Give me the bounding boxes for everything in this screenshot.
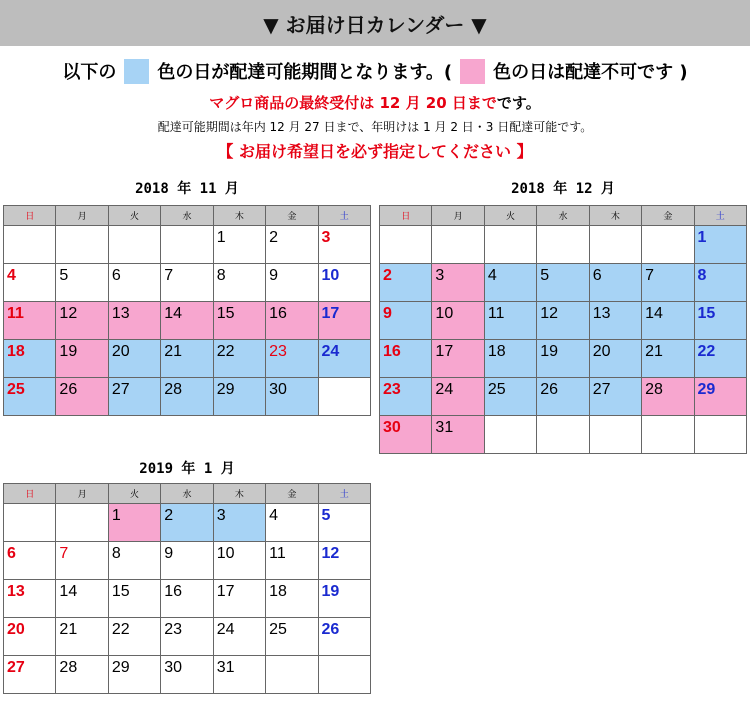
calendar-2018-11 bbox=[3, 178, 371, 423]
calendar-empty-cell bbox=[589, 226, 641, 264]
calendar-day: 28 bbox=[642, 378, 694, 416]
calendar-day: 7 bbox=[56, 542, 108, 580]
calendar-day: 31 bbox=[432, 416, 484, 454]
legend-text-1: 以下の bbox=[62, 62, 117, 83]
calendar-day: 6 bbox=[4, 542, 56, 580]
calendar-day: 5 bbox=[537, 264, 589, 302]
calendar-day: 5 bbox=[56, 264, 108, 302]
calendar-empty-cell bbox=[108, 226, 160, 264]
calendar-day: 6 bbox=[589, 264, 641, 302]
deadline-notice bbox=[0, 92, 750, 113]
calendar-day: 14 bbox=[161, 302, 213, 340]
calendar-day: 26 bbox=[56, 378, 108, 416]
weekday-header: 金 bbox=[642, 206, 694, 226]
calendar-empty-cell bbox=[56, 504, 108, 542]
weekday-header: 水 bbox=[161, 484, 213, 504]
calendar-day: 24 bbox=[432, 378, 484, 416]
calendar-day: 3 bbox=[318, 226, 370, 264]
calendar-day: 9 bbox=[380, 302, 432, 340]
calendar-empty-cell bbox=[484, 416, 536, 454]
calendar-day: 2 bbox=[266, 226, 318, 264]
weekday-header: 土 bbox=[318, 206, 370, 226]
calendar-day: 7 bbox=[642, 264, 694, 302]
calendar-day: 8 bbox=[108, 542, 160, 580]
calendar-day: 16 bbox=[266, 302, 318, 340]
week-row bbox=[4, 378, 371, 416]
calendar-day: 10 bbox=[318, 264, 370, 302]
deadline-text: マグロ商品の最終受付は 12 月 20 日まで bbox=[209, 94, 497, 112]
calendar-empty-cell bbox=[4, 226, 56, 264]
calendar-day: 30 bbox=[161, 656, 213, 694]
calendar-day: 27 bbox=[589, 378, 641, 416]
week-row bbox=[4, 264, 371, 302]
calendar-day: 20 bbox=[589, 340, 641, 378]
week-row bbox=[4, 656, 371, 694]
calendar-day: 19 bbox=[318, 580, 370, 618]
calendar-empty-cell bbox=[484, 226, 536, 264]
calendar-day: 4 bbox=[4, 264, 56, 302]
calendar-day: 21 bbox=[161, 340, 213, 378]
calendar-day: 23 bbox=[380, 378, 432, 416]
calendar-empty-cell bbox=[589, 416, 641, 454]
weekday-header: 木 bbox=[213, 484, 265, 504]
calendar-grid bbox=[3, 205, 371, 416]
calendar-day: 24 bbox=[213, 618, 265, 656]
calendar-day: 11 bbox=[266, 542, 318, 580]
week-row bbox=[4, 618, 371, 656]
calendar-2019-01 bbox=[3, 458, 371, 703]
weekday-header: 木 bbox=[213, 206, 265, 226]
calendar-2018-12 bbox=[379, 178, 747, 463]
calendar-day: 20 bbox=[108, 340, 160, 378]
calendar-grid bbox=[379, 205, 747, 454]
calendar-day: 17 bbox=[432, 340, 484, 378]
calendar-day: 12 bbox=[318, 542, 370, 580]
calendar-empty-cell bbox=[161, 226, 213, 264]
calendar-empty-cell bbox=[537, 416, 589, 454]
calendar-day: 30 bbox=[380, 416, 432, 454]
calendar-day: 18 bbox=[4, 340, 56, 378]
calendar-day: 25 bbox=[266, 618, 318, 656]
legend-text-2: 色の日が配達可能期間となります。( bbox=[157, 62, 453, 83]
calendar-day: 15 bbox=[694, 302, 746, 340]
legend-text-3: 色の日は配達不可です ) bbox=[493, 62, 688, 83]
unavailable-color-swatch bbox=[460, 59, 485, 84]
weekday-header: 土 bbox=[694, 206, 746, 226]
calendar-day: 9 bbox=[266, 264, 318, 302]
calendar-day: 15 bbox=[108, 580, 160, 618]
calendar-empty-cell bbox=[642, 416, 694, 454]
calendar-day: 21 bbox=[642, 340, 694, 378]
weekday-header-row bbox=[4, 484, 371, 504]
calendar-empty-cell bbox=[318, 656, 370, 694]
calendar-empty-cell bbox=[318, 378, 370, 416]
calendar-day: 18 bbox=[484, 340, 536, 378]
calendar-day: 16 bbox=[161, 580, 213, 618]
week-row bbox=[380, 302, 747, 340]
calendar-day: 27 bbox=[108, 378, 160, 416]
calendar-day: 11 bbox=[484, 302, 536, 340]
weekday-header: 水 bbox=[161, 206, 213, 226]
calendar-day: 15 bbox=[213, 302, 265, 340]
calendar-day: 16 bbox=[380, 340, 432, 378]
page-title: ▼ お届け日カレンダー ▼ bbox=[0, 0, 750, 46]
calendar-day: 10 bbox=[213, 542, 265, 580]
calendar-day: 6 bbox=[108, 264, 160, 302]
designate-date-notice: 【 お届け希望日を必ず指定してください 】 bbox=[217, 142, 533, 161]
weekday-header: 金 bbox=[266, 206, 318, 226]
calendar-day: 23 bbox=[266, 340, 318, 378]
calendar-day: 26 bbox=[318, 618, 370, 656]
calendar-grid bbox=[3, 483, 371, 694]
calendar-empty-cell bbox=[694, 416, 746, 454]
weekday-header: 木 bbox=[589, 206, 641, 226]
calendar-day: 19 bbox=[537, 340, 589, 378]
calendar-day: 8 bbox=[213, 264, 265, 302]
calendar-day: 13 bbox=[108, 302, 160, 340]
calendar-day: 25 bbox=[484, 378, 536, 416]
calendar-day: 31 bbox=[213, 656, 265, 694]
calendar-day: 5 bbox=[318, 504, 370, 542]
calendar-day: 13 bbox=[589, 302, 641, 340]
calendar-day: 22 bbox=[694, 340, 746, 378]
calendar-day: 3 bbox=[213, 504, 265, 542]
calendar-day: 3 bbox=[432, 264, 484, 302]
weekday-header: 日 bbox=[4, 484, 56, 504]
week-row bbox=[4, 542, 371, 580]
week-row bbox=[380, 264, 747, 302]
weekday-header: 月 bbox=[56, 484, 108, 504]
calendar-day: 14 bbox=[56, 580, 108, 618]
calendar-day: 28 bbox=[161, 378, 213, 416]
weekday-header: 月 bbox=[432, 206, 484, 226]
weekday-header-row bbox=[4, 206, 371, 226]
calendar-title: 2018 年 12 月 bbox=[511, 181, 615, 197]
weekday-header: 日 bbox=[380, 206, 432, 226]
delivery-period-notice: 配達可能期間は年内 12 月 27 日まで、年明けは 1 月 2 日・3 日配達可能です。 bbox=[157, 120, 593, 134]
weekday-header: 火 bbox=[484, 206, 536, 226]
week-row bbox=[4, 340, 371, 378]
calendar-empty-cell bbox=[4, 504, 56, 542]
calendar-day: 7 bbox=[161, 264, 213, 302]
calendar-day: 1 bbox=[213, 226, 265, 264]
calendar-day: 28 bbox=[56, 656, 108, 694]
calendar-empty-cell bbox=[432, 226, 484, 264]
calendar-day: 29 bbox=[694, 378, 746, 416]
calendar-day: 22 bbox=[213, 340, 265, 378]
calendar-day: 21 bbox=[56, 618, 108, 656]
legend bbox=[0, 56, 750, 86]
calendar-day: 18 bbox=[266, 580, 318, 618]
calendar-day: 4 bbox=[266, 504, 318, 542]
calendar-day: 14 bbox=[642, 302, 694, 340]
calendar-day: 27 bbox=[4, 656, 56, 694]
calendar-day: 4 bbox=[484, 264, 536, 302]
calendar-title: 2018 年 11 月 bbox=[135, 181, 239, 197]
weekday-header: 金 bbox=[266, 484, 318, 504]
calendar-day: 13 bbox=[4, 580, 56, 618]
week-row bbox=[4, 226, 371, 264]
calendar-empty-cell bbox=[642, 226, 694, 264]
week-row bbox=[4, 504, 371, 542]
calendar-day: 17 bbox=[213, 580, 265, 618]
calendar-empty-cell bbox=[380, 226, 432, 264]
deadline-suffix: です。 bbox=[496, 94, 541, 112]
week-row bbox=[380, 226, 747, 264]
calendar-empty-cell bbox=[56, 226, 108, 264]
calendar-day: 29 bbox=[213, 378, 265, 416]
calendar-title: 2019 年 1 月 bbox=[139, 461, 235, 477]
weekday-header: 月 bbox=[56, 206, 108, 226]
calendar-day: 9 bbox=[161, 542, 213, 580]
calendar-day: 2 bbox=[380, 264, 432, 302]
week-row bbox=[380, 416, 747, 454]
calendar-day: 20 bbox=[4, 618, 56, 656]
calendar-day: 2 bbox=[161, 504, 213, 542]
week-row bbox=[4, 302, 371, 340]
calendar-day: 25 bbox=[4, 378, 56, 416]
calendar-day: 30 bbox=[266, 378, 318, 416]
week-row bbox=[380, 378, 747, 416]
calendar-day: 26 bbox=[537, 378, 589, 416]
calendar-day: 22 bbox=[108, 618, 160, 656]
calendar-day: 19 bbox=[56, 340, 108, 378]
calendar-empty-cell bbox=[266, 656, 318, 694]
calendar-day: 12 bbox=[537, 302, 589, 340]
weekday-header: 火 bbox=[108, 484, 160, 504]
calendar-day: 24 bbox=[318, 340, 370, 378]
weekday-header: 水 bbox=[537, 206, 589, 226]
week-row bbox=[380, 340, 747, 378]
calendar-day: 8 bbox=[694, 264, 746, 302]
week-row bbox=[4, 580, 371, 618]
calendar-empty-cell bbox=[537, 226, 589, 264]
calendar-day: 12 bbox=[56, 302, 108, 340]
weekday-header-row bbox=[380, 206, 747, 226]
calendar-day: 23 bbox=[161, 618, 213, 656]
weekday-header: 火 bbox=[108, 206, 160, 226]
calendar-day: 29 bbox=[108, 656, 160, 694]
calendar-day: 17 bbox=[318, 302, 370, 340]
available-color-swatch bbox=[124, 59, 149, 84]
weekday-header: 土 bbox=[318, 484, 370, 504]
calendar-day: 10 bbox=[432, 302, 484, 340]
calendar-day: 1 bbox=[108, 504, 160, 542]
calendar-day: 1 bbox=[694, 226, 746, 264]
calendar-day: 11 bbox=[4, 302, 56, 340]
weekday-header: 日 bbox=[4, 206, 56, 226]
